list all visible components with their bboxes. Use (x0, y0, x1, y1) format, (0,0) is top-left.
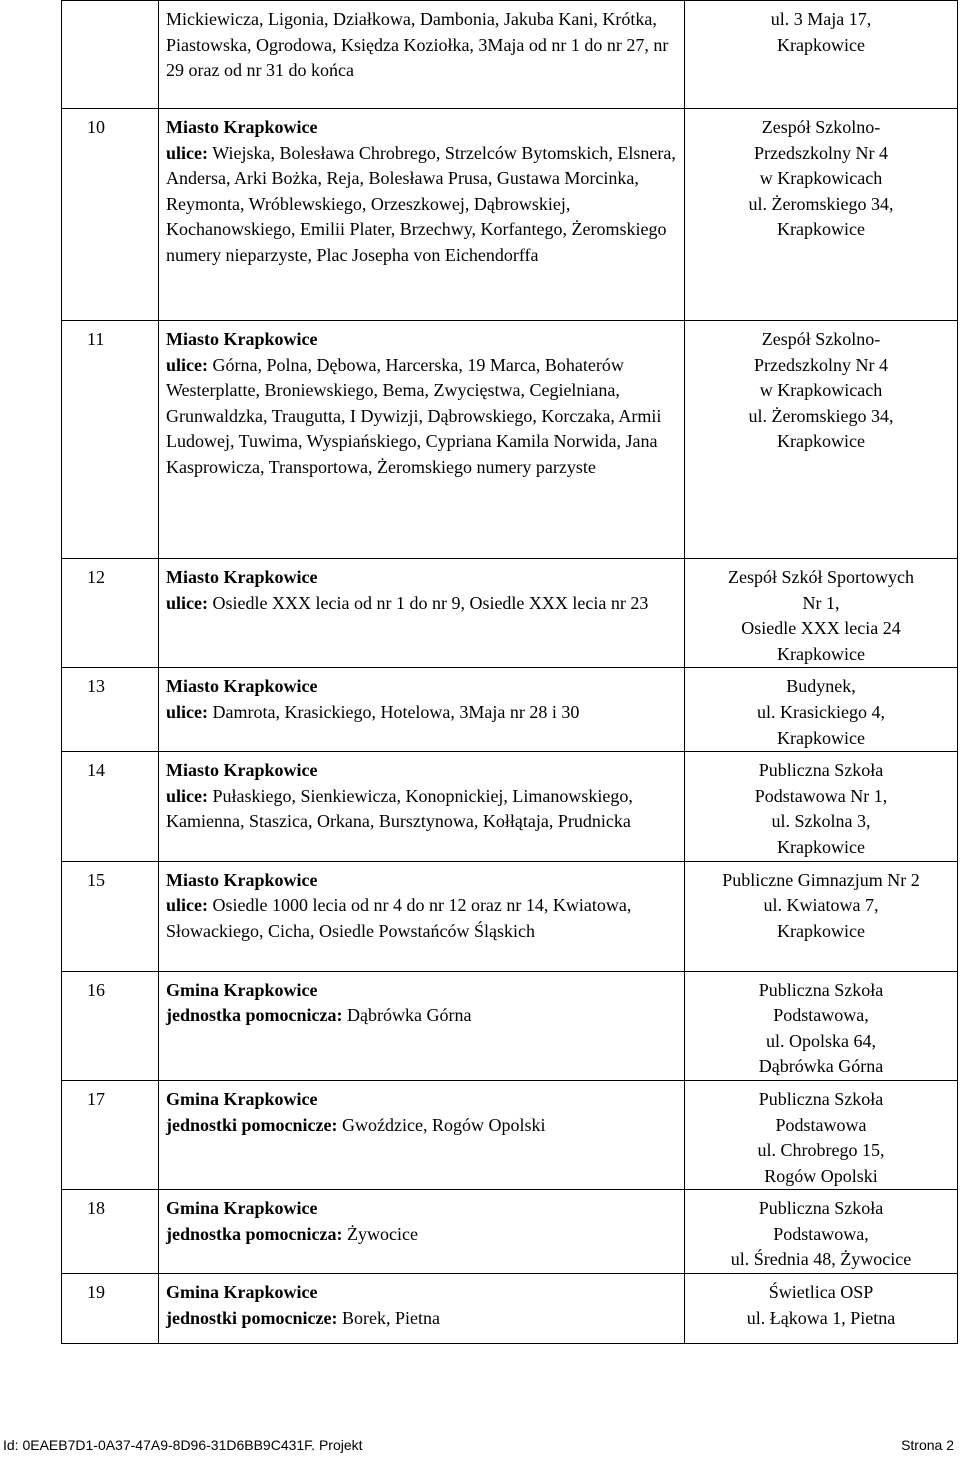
location-line: ul. Kwiatowa 7, (763, 895, 879, 916)
location-line: ul. Łąkowa 1, Pietna (746, 1307, 896, 1328)
district-streets (166, 143, 676, 265)
location-line: Zespół Szkolno- (761, 117, 881, 137)
streets-list: Żywocice (347, 1223, 418, 1244)
district-area (159, 1, 685, 109)
streets-label: ulice: (166, 895, 208, 916)
district-unit: Miasto Krapkowice (166, 117, 318, 137)
district-number: 11 (62, 321, 159, 559)
district-row (62, 1080, 958, 1189)
district-number: 19 (62, 1274, 159, 1344)
location-line: ul. Chrobrego 15, (757, 1140, 885, 1161)
location-line: Krapkowice (777, 431, 865, 452)
district-streets (166, 9, 668, 80)
district-area (159, 1080, 685, 1189)
location-line: Świetlica OSP (768, 1282, 874, 1303)
streets-label: jednostki pomocnicze: (166, 1307, 338, 1328)
streets-list: Górna, Polna, Dębowa, Harcerska, 19 Marca, Bohaterów Westerplatte, Broniewskiego, Bema, Zwycięstwa, Cegielniana, Grunwaldzka, Traugutta, I Dywizji, Dąbrowskiego, Korczaka, Armii Ludowej, Tuwima, Wyspiańskiego, Cypriana Kamila Norwida, Jana Kasprowicza, Transportowa, Żeromskiego numery parzyste (166, 354, 662, 477)
district-row (62, 668, 958, 752)
streets-list: Osiedle 1000 lecia od nr 4 do nr 12 oraz nr 14, Kwiatowa, Słowackiego, Cicha, Osiedle Powstańców Śląskich (166, 895, 632, 941)
district-unit: Gmina Krapkowice (166, 1282, 318, 1303)
location-line: Podstawowa Nr 1, (754, 785, 888, 806)
location-line: Krapkowice (777, 643, 865, 664)
district-area (159, 559, 685, 668)
location-line: Krapkowice (777, 219, 865, 240)
district-unit: Miasto Krapkowice (166, 676, 318, 697)
location-line: Podstawowa (775, 1114, 867, 1135)
location-line: ul. Średnia 48, Żywocice (730, 1249, 912, 1270)
district-area (159, 1190, 685, 1274)
streets-label: jednostka pomocnicza: (166, 1223, 343, 1244)
district-area (159, 109, 685, 321)
district-row (62, 1190, 958, 1274)
location-line: Podstawowa, (773, 1223, 869, 1244)
district-row (62, 109, 958, 321)
location-line: Krapkowice (777, 727, 865, 748)
streets-list: Borek, Pietna (341, 1307, 440, 1328)
district-area (159, 321, 685, 559)
page-number: Strona 2 (901, 1437, 954, 1453)
district-unit: Miasto Krapkowice (166, 329, 318, 349)
district-area (159, 1274, 685, 1344)
streets-label: ulice: (166, 354, 208, 375)
location-line: Publiczna Szkoła (758, 760, 884, 781)
streets-label: ulice: (166, 701, 208, 722)
district-unit: Miasto Krapkowice (166, 567, 318, 587)
district-number (62, 1, 159, 109)
streets-list: Mickiewicza, Ligonia, Działkowa, Dambonia, Jakuba Kani, Krótka, Piastowska, Ogrodowa, Księdza Koziołka, 3Maja od nr 1 do nr 27, nr 29 oraz od nr 31 do końca (166, 9, 669, 81)
location-line: w Krapkowicach (759, 168, 883, 189)
district-unit: Gmina Krapkowice (166, 1198, 318, 1219)
location-line: ul. Krasickiego 4, (757, 701, 885, 722)
polling-location (685, 971, 958, 1080)
streets-label: ulice: (166, 785, 208, 806)
district-area (159, 752, 685, 861)
streets-list: Pułaskiego, Sienkiewicza, Konopnickiej, Limanowskiego, Kamienna, Staszica, Orkana, Bursztynowa, Kołłątaja, Prudnicka (166, 785, 633, 832)
streets-list: Wiejska, Bolesława Chrobrego, Strzelców Bytomskich, Elsnera, Andersa, Arki Bożka, Reja, Bolesława Prusa, Gustawa Morcinka, Reymonta, Wróblewskiego, Orzeszkowej, Dąbrowskiej, Kochanowskiego, Emilii Plater, Brzechwy, Korfantego, Żeromskiego numery nieparzyste, Plac Josepha von Eichendorffa (166, 142, 676, 265)
polling-location (685, 1, 958, 109)
district-streets (166, 786, 633, 832)
streets-list: Damrota, Krasickiego, Hotelowa, 3Maja nr 28 i 30 (212, 701, 580, 722)
polling-location (685, 559, 958, 668)
district-number: 12 (62, 559, 159, 668)
districts-table (61, 0, 958, 1344)
district-number: 10 (62, 109, 159, 321)
document-id: Id: 0EAEB7D1-0A37-47A9-8D96-31D6BB9C431F. Projekt (3, 1437, 363, 1453)
location-line: ul. Żeromskiego 34, (748, 405, 894, 426)
district-streets (166, 702, 579, 722)
location-line: ul. Opolska 64, (766, 1030, 876, 1051)
location-line: Zespół Szkół Sportowych (728, 567, 914, 587)
district-number: 18 (62, 1190, 159, 1274)
district-streets (166, 1224, 418, 1244)
polling-location (685, 109, 958, 321)
streets-label: jednostki pomocnicze: (166, 1114, 338, 1135)
district-area (159, 971, 685, 1080)
district-streets (166, 355, 661, 477)
location-line: w Krapkowicach (759, 380, 883, 401)
district-streets (166, 1005, 471, 1025)
polling-location (685, 1274, 958, 1344)
polling-location (685, 668, 958, 752)
district-unit: Miasto Krapkowice (166, 760, 318, 781)
streets-label: jednostka pomocnicza: (166, 1005, 343, 1026)
location-line: Nr 1, (802, 592, 840, 613)
district-number: 16 (62, 971, 159, 1080)
district-number: 17 (62, 1080, 159, 1189)
districts-table-body (62, 1, 958, 1344)
district-streets (166, 895, 631, 941)
location-line: Publiczne Gimnazjum Nr 2 (722, 869, 920, 890)
streets-list: Gwoździce, Rogów Opolski (341, 1114, 546, 1135)
page-footer (0, 1427, 960, 1452)
district-row (62, 321, 958, 559)
location-line: Rogów Opolski (764, 1165, 878, 1186)
district-streets (166, 1115, 545, 1135)
district-row (62, 1, 958, 109)
district-row (62, 1274, 958, 1344)
district-area (159, 668, 685, 752)
district-unit: Gmina Krapkowice (166, 1088, 318, 1109)
location-line: Przedszkolny Nr 4 (754, 354, 888, 375)
district-streets (166, 1308, 440, 1328)
location-line: Zespół Szkolno- (761, 329, 881, 349)
polling-location (685, 861, 958, 971)
location-line: ul. 3 Maja 17, (770, 9, 872, 29)
district-row (62, 559, 958, 668)
location-line: ul. Żeromskiego 34, (748, 193, 894, 214)
district-row (62, 971, 958, 1080)
location-line: Osiedle XXX lecia 24 (741, 618, 901, 639)
district-area (159, 861, 685, 971)
district-streets (166, 593, 648, 613)
location-line: Publiczna Szkoła (758, 979, 884, 1000)
location-line: Publiczna Szkoła (758, 1088, 884, 1109)
location-line: Krapkowice (777, 836, 865, 857)
district-number: 13 (62, 668, 159, 752)
location-line: Budynek, (786, 676, 856, 697)
polling-location (685, 321, 958, 559)
polling-location (685, 1190, 958, 1274)
location-line: Krapkowice (777, 34, 865, 55)
location-line: Krapkowice (777, 920, 865, 941)
location-line: Przedszkolny Nr 4 (754, 142, 888, 163)
streets-label: ulice: (166, 142, 208, 163)
district-row (62, 752, 958, 861)
location-line: Dąbrówka Górna (758, 1056, 884, 1077)
district-unit: Gmina Krapkowice (166, 979, 318, 1000)
district-number: 14 (62, 752, 159, 861)
location-line: Podstawowa, (773, 1005, 869, 1026)
polling-location (685, 752, 958, 861)
district-number: 15 (62, 861, 159, 971)
polling-location (685, 1080, 958, 1189)
location-line: Publiczna Szkoła (758, 1198, 884, 1219)
location-line: ul. Szkolna 3, (771, 811, 871, 832)
district-row (62, 861, 958, 971)
streets-label: ulice: (166, 592, 208, 613)
streets-list: Dąbrówka Górna (347, 1005, 472, 1026)
district-unit: Miasto Krapkowice (166, 869, 318, 890)
streets-list: Osiedle XXX lecia od nr 1 do nr 9, Osiedle XXX lecia nr 23 (212, 592, 649, 613)
